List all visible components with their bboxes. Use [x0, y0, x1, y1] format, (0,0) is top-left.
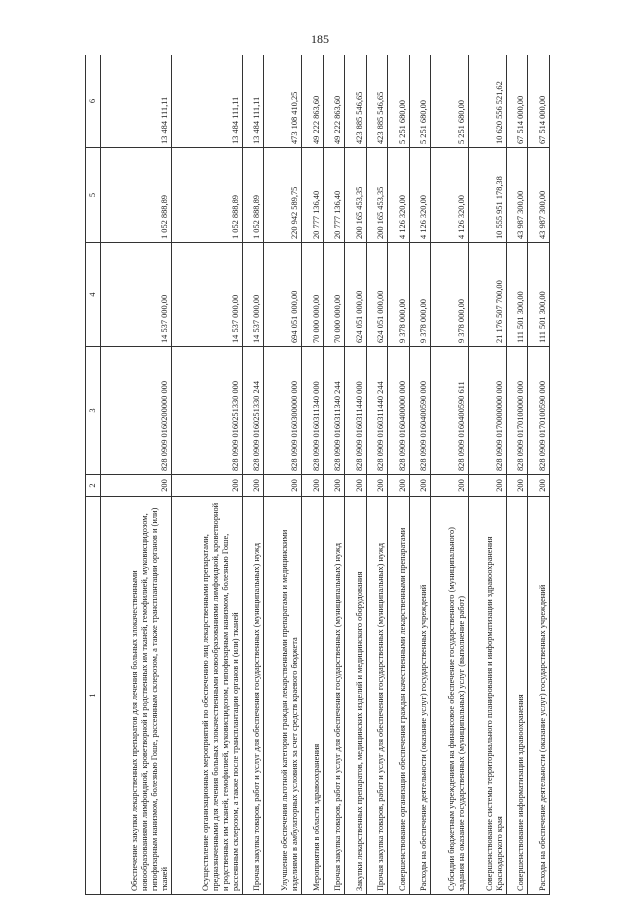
- row-name-cell: Совершенствование организации обеспечения граждан качественными лекарственными препаратами: [388, 497, 409, 895]
- row-code-cell: 828 0909 0160311340 000: [302, 347, 323, 475]
- table-row: [366, 55, 387, 895]
- row-code-cell: 828 0909 0160251330 000: [172, 347, 243, 475]
- row-col5-cell: 4 126 320,00: [409, 148, 430, 243]
- table-row: [345, 55, 366, 895]
- row-col6-cell: 67 514 000,00: [528, 55, 550, 148]
- row-code-cell: 828 0909 0170100590 000: [528, 347, 550, 475]
- row-col5-cell: 200 165 453,35: [366, 148, 387, 243]
- row-code-cell: 828 0909 0160400590 611: [431, 347, 469, 475]
- row-col6-cell: 473 108 410,25: [264, 55, 302, 148]
- row-col6-cell: 13 484 111,11: [172, 55, 243, 148]
- row-code-cell: 828 0909 0160251330 244: [243, 347, 264, 475]
- row-name-cell: Прочая закупка товаров, работ и услуг для обеспечения государственных (муниципальных) нужд: [323, 497, 344, 895]
- table-row: [507, 55, 528, 895]
- header-col-2: 2: [86, 475, 101, 497]
- row-col6-cell: 5 251 680,00: [409, 55, 430, 148]
- row-col4-cell: 9 378 000,00: [409, 243, 430, 347]
- row-name-cell: Расходы на обеспечение деятельности (оказание услуг) государственных учреждений: [528, 497, 550, 895]
- row-vr-cell: 200: [388, 475, 409, 497]
- row-col5-cell: 200 165 453,35: [345, 148, 366, 243]
- row-code-cell: 828 0909 0170000000 000: [469, 347, 507, 475]
- header-col-5: 5: [86, 148, 101, 243]
- row-col6-cell: 423 885 546,65: [366, 55, 387, 148]
- row-col5-cell: 220 942 589,75: [264, 148, 302, 243]
- row-vr-cell: 200: [172, 475, 243, 497]
- row-vr-cell: 200: [264, 475, 302, 497]
- row-col5-cell: 20 777 136,40: [323, 148, 344, 243]
- row-code-cell: 828 0909 0160311440 000: [345, 347, 366, 475]
- row-name-cell: Прочая закупка товаров, работ и услуг для обеспечения государственных (муниципальных) нужд: [243, 497, 264, 895]
- row-name-cell: Мероприятия в области здравоохранения: [302, 497, 323, 895]
- table-row: [469, 55, 507, 895]
- row-col4-cell: 70 000 000,00: [323, 243, 344, 347]
- row-col6-cell: 13 484 111,11: [243, 55, 264, 148]
- table-row: [431, 55, 469, 895]
- row-col5-cell: 43 987 300,00: [528, 148, 550, 243]
- table-row: [409, 55, 430, 895]
- table-row: [172, 55, 243, 895]
- table-row: [101, 55, 172, 895]
- table-row: [528, 55, 550, 895]
- header-col-3: 3: [86, 347, 101, 475]
- row-col4-cell: 21 176 507 700,00: [469, 243, 507, 347]
- row-col4-cell: 70 000 000,00: [302, 243, 323, 347]
- page-number: 185: [311, 32, 329, 46]
- row-name-cell: Прочая закупка товаров, работ и услуг для обеспечения государственных (муниципальных) нужд: [366, 497, 387, 895]
- row-vr-cell: 200: [345, 475, 366, 497]
- row-col6-cell: 5 251 680,00: [388, 55, 409, 148]
- row-col5-cell: 1 052 888,89: [172, 148, 243, 243]
- row-col4-cell: 111 501 300,00: [507, 243, 528, 347]
- row-col5-cell: 20 777 136,40: [302, 148, 323, 243]
- row-code-cell: 828 0909 0170100000 000: [507, 347, 528, 475]
- row-vr-cell: 200: [243, 475, 264, 497]
- row-code-cell: 828 0909 0160200000 000: [101, 347, 172, 475]
- table-row: [243, 55, 264, 895]
- row-col4-cell: 9 378 000,00: [431, 243, 469, 347]
- row-name-cell: Расходы на обеспечение деятельности (оказание услуг) государственных учреждений: [409, 497, 430, 895]
- row-col4-cell: 111 501 300,00: [528, 243, 550, 347]
- row-name-cell: Закупки лекарственных препаратов, медицинских изделий и медицинского оборудования: [345, 497, 366, 895]
- row-col5-cell: 4 126 320,00: [431, 148, 469, 243]
- row-name-cell: Улучшение обеспечения льготной категории граждан лекарственными препаратами и медицинскими изделиями в амбулаторных условиях за счет средств краевого бюджета: [264, 497, 302, 895]
- row-col4-cell: 624 051 000,00: [366, 243, 387, 347]
- row-vr-cell: 200: [528, 475, 550, 497]
- row-col6-cell: 13 484 111,11: [101, 55, 172, 148]
- row-vr-cell: 200: [101, 475, 172, 497]
- rotated-table-container: [85, 55, 550, 895]
- row-col6-cell: 67 514 000,00: [507, 55, 528, 148]
- row-col6-cell: 5 251 680,00: [431, 55, 469, 148]
- row-col5-cell: 10 555 951 178,38: [469, 148, 507, 243]
- row-col6-cell: 10 620 556 521,62: [469, 55, 507, 148]
- table-row: [264, 55, 302, 895]
- row-vr-cell: 200: [469, 475, 507, 497]
- row-col4-cell: 14 537 000,00: [243, 243, 264, 347]
- header-col-6: 6: [86, 55, 101, 148]
- row-name-cell: Субсидии бюджетным учреждениям на финансовое обеспечение государственного (муниципального) задания на оказание государственных (муниципальных) услуг (выполнение работ): [431, 497, 469, 895]
- row-vr-cell: 200: [302, 475, 323, 497]
- row-vr-cell: 200: [507, 475, 528, 497]
- row-code-cell: 828 0909 0160400000 000: [388, 347, 409, 475]
- rotated-table-inner: [85, 55, 550, 895]
- row-col4-cell: 9 378 000,00: [388, 243, 409, 347]
- row-vr-cell: 200: [366, 475, 387, 497]
- row-col5-cell: 1 052 888,89: [243, 148, 264, 243]
- row-col6-cell: 49 222 863,60: [323, 55, 344, 148]
- table-body: [101, 55, 550, 895]
- row-name-cell: Осуществление организационных мероприятий по обеспечению лиц лекарственными препаратами, предназначенными для лечения больных злокачественными новообразованиями лимфоидной, кроветворной и родственных им тканей, гемофилией, муковисцидозом, гипофизарным нанизмом, болезнью Гоше, рассеянным склерозом, а также после трансплантации органов и (или) тканей: [172, 497, 243, 895]
- row-col5-cell: 4 126 320,00: [388, 148, 409, 243]
- row-col4-cell: 14 537 000,00: [101, 243, 172, 347]
- row-code-cell: 828 0909 0160300000 000: [264, 347, 302, 475]
- row-col4-cell: 624 051 000,00: [345, 243, 366, 347]
- row-col4-cell: 694 051 000,00: [264, 243, 302, 347]
- row-name-cell: Совершенствование информатизации здравоохранения: [507, 497, 528, 895]
- row-name-cell: Совершенствование системы территориального планирования и информатизации здравоохранения Краснодарского края: [469, 497, 507, 895]
- budget-table: [85, 55, 550, 895]
- table-row: [302, 55, 323, 895]
- row-code-cell: 828 0909 0160311340 244: [323, 347, 344, 475]
- table-header-row: [86, 55, 101, 895]
- row-vr-cell: 200: [409, 475, 430, 497]
- row-col6-cell: 423 885 546,65: [345, 55, 366, 148]
- row-vr-cell: 200: [431, 475, 469, 497]
- row-code-cell: 828 0909 0160311440 244: [366, 347, 387, 475]
- row-col4-cell: 14 537 000,00: [172, 243, 243, 347]
- table-row: [323, 55, 344, 895]
- row-col5-cell: 1 052 888,89: [101, 148, 172, 243]
- header-col-4: 4: [86, 243, 101, 347]
- row-name-cell: Обеспечение закупки лекарственных препаратов для лечения больных злокачественными новообразованиями лимфоидной, кроветворной и родственных им тканей, гемофилией, муковисцидозом, гипофизарным нанизмом, болезнью Гоше, рассеянным склерозом, а также трансплантации органов и (или) тканей: [101, 497, 172, 895]
- row-col5-cell: 43 987 300,00: [507, 148, 528, 243]
- header-col-1: 1: [86, 497, 101, 895]
- row-vr-cell: 200: [323, 475, 344, 497]
- table-row: [388, 55, 409, 895]
- row-code-cell: 828 0909 0160400590 000: [409, 347, 430, 475]
- row-col6-cell: 49 222 863,60: [302, 55, 323, 148]
